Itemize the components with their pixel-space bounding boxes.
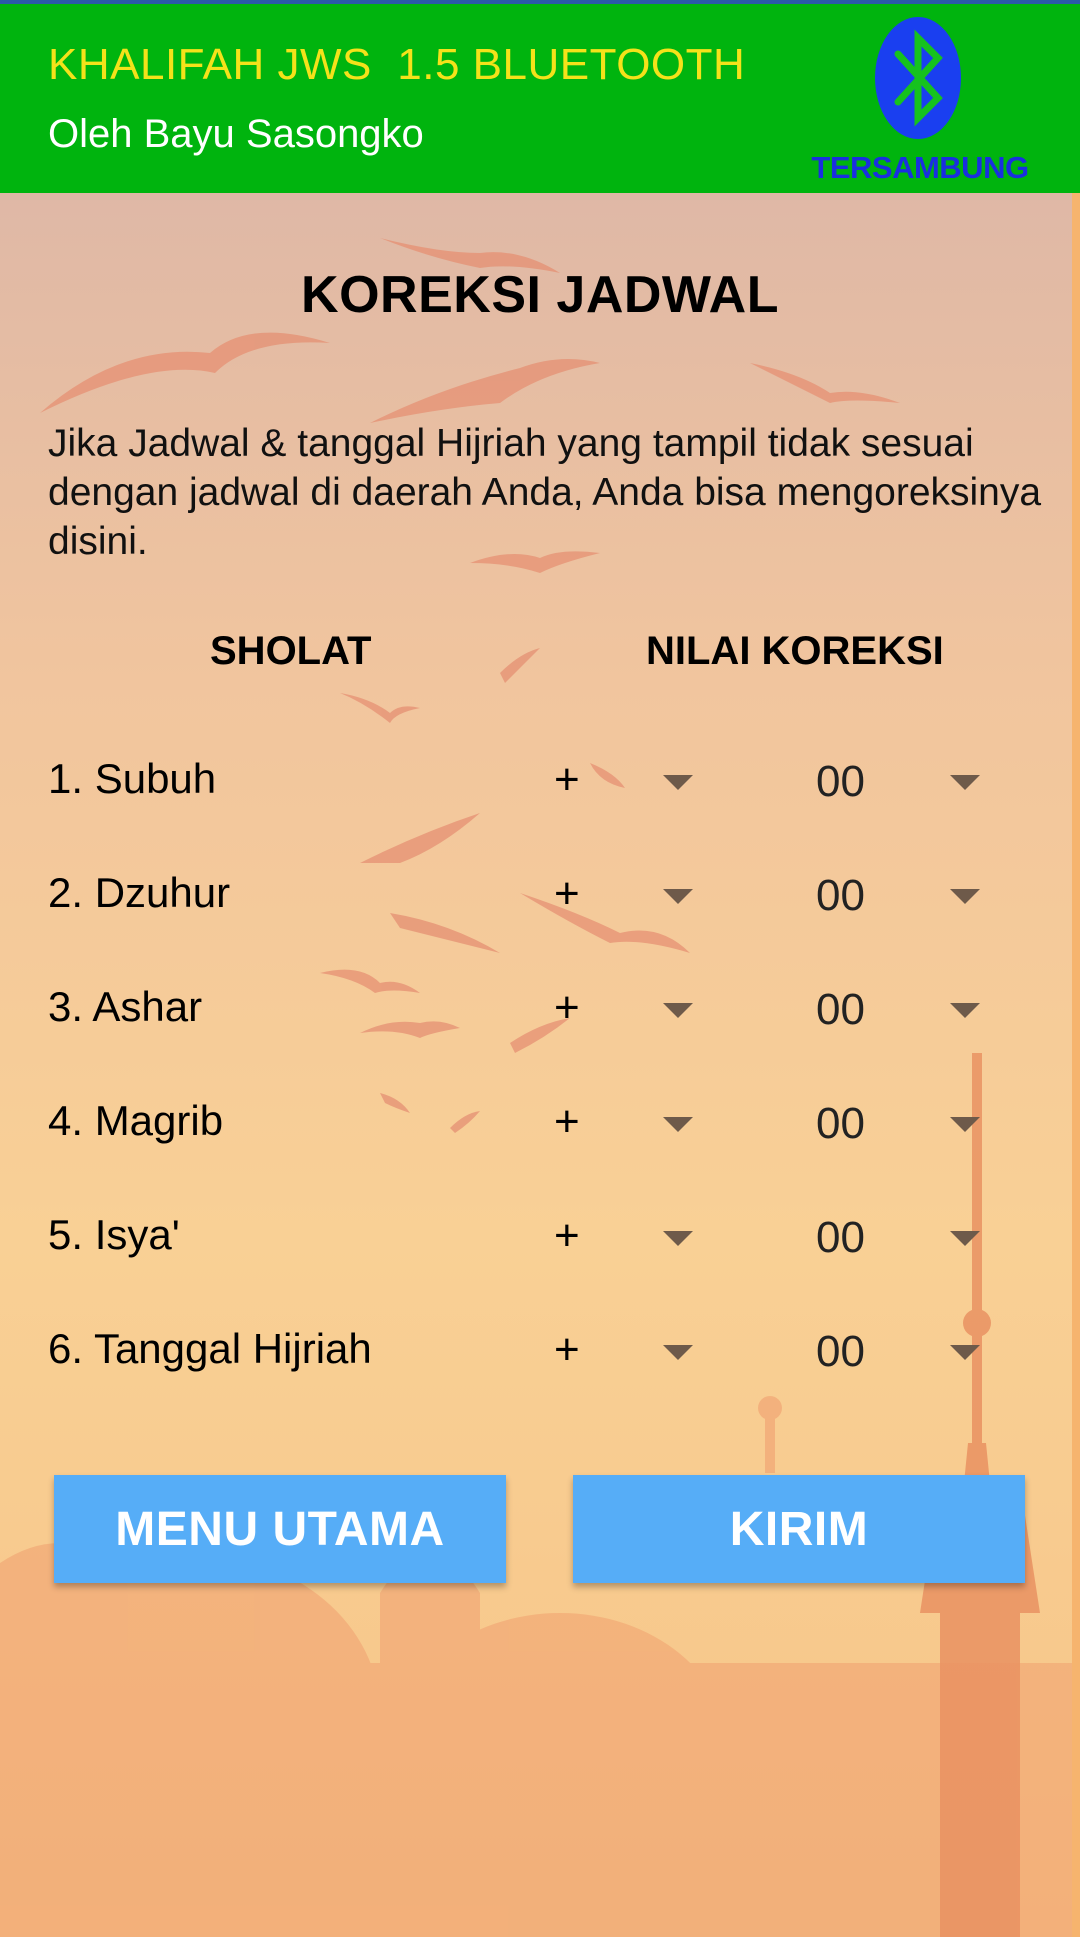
dropdown-arrow-icon (950, 1345, 980, 1360)
correction-value: 00 (816, 1213, 865, 1262)
correction-value: 00 (816, 1099, 865, 1148)
correction-value: 00 (816, 1327, 865, 1376)
app-subtitle: Oleh Bayu Sasongko (48, 112, 424, 156)
correction-row-isya (0, 1195, 1080, 1275)
page-title: KOREKSI JADWAL (301, 266, 779, 324)
right-edge-strip (1072, 193, 1080, 1937)
dropdown-arrow-icon (663, 1345, 693, 1360)
bluetooth-status: TERSAMBUNG (811, 150, 1029, 185)
dropdown-arrow-icon (950, 1231, 980, 1246)
sign-value: + (554, 1211, 580, 1260)
correction-row-magrib (0, 1081, 1080, 1161)
value-dropdown[interactable] (800, 743, 1000, 815)
dropdown-arrow-icon (663, 1003, 693, 1018)
menu-utama-button[interactable]: MENU UTAMA (54, 1475, 506, 1583)
prayer-label: 6. Tanggal Hijriah (48, 1325, 372, 1372)
page-description: Jika Jadwal & tanggal Hijriah yang tampil tidak sesuai dengan jadwal di daerah Anda, Anda bisa mengoreksinya disini. (48, 422, 1042, 563)
sign-dropdown[interactable] (540, 743, 710, 815)
correction-row-dzuhur (0, 853, 1080, 933)
correction-row-tanggal-hijriah (0, 1309, 1080, 1389)
column-header-sholat: SHOLAT (210, 629, 372, 673)
sign-value: + (554, 755, 580, 804)
value-dropdown[interactable] (800, 857, 1000, 929)
correction-value: 00 (816, 985, 865, 1034)
sign-value: + (554, 983, 580, 1032)
dropdown-arrow-icon (950, 1003, 980, 1018)
app-title: KHALIFAH JWS 1.5 BLUETOOTH (48, 40, 746, 89)
value-dropdown[interactable] (800, 1313, 1000, 1385)
prayer-label: 2. Dzuhur (48, 869, 231, 916)
app-header (0, 4, 1080, 193)
prayer-label: 4. Magrib (48, 1097, 224, 1144)
dropdown-arrow-icon (663, 775, 693, 790)
dropdown-arrow-icon (663, 889, 693, 904)
correction-row-ashar (0, 967, 1080, 1047)
value-dropdown[interactable] (800, 1199, 1000, 1271)
correction-value: 00 (816, 757, 865, 806)
dropdown-arrow-icon (663, 1117, 693, 1132)
sign-dropdown[interactable] (540, 1199, 710, 1271)
sign-value: + (554, 869, 580, 918)
correction-value: 00 (816, 871, 865, 920)
sign-dropdown[interactable] (540, 857, 710, 929)
column-header-nilai-koreksi: NILAI KOREKSI (646, 629, 944, 673)
prayer-label: 1. Subuh (48, 755, 217, 802)
dropdown-arrow-icon (950, 889, 980, 904)
sign-dropdown[interactable] (540, 971, 710, 1043)
sign-value: + (554, 1097, 580, 1146)
sign-value: + (554, 1325, 580, 1374)
dropdown-arrow-icon (950, 775, 980, 790)
value-dropdown[interactable] (800, 1085, 1000, 1157)
correction-row-subuh (0, 739, 1080, 819)
prayer-label: 3. Ashar (48, 983, 203, 1030)
bluetooth-icon[interactable] (874, 16, 962, 140)
sign-dropdown[interactable] (540, 1085, 710, 1157)
sign-dropdown[interactable] (540, 1313, 710, 1385)
prayer-label: 5. Isya' (48, 1211, 180, 1258)
value-dropdown[interactable] (800, 971, 1000, 1043)
dropdown-arrow-icon (950, 1117, 980, 1132)
main-content (0, 193, 1080, 1937)
dropdown-arrow-icon (663, 1231, 693, 1246)
kirim-button[interactable]: KIRIM (573, 1475, 1025, 1583)
